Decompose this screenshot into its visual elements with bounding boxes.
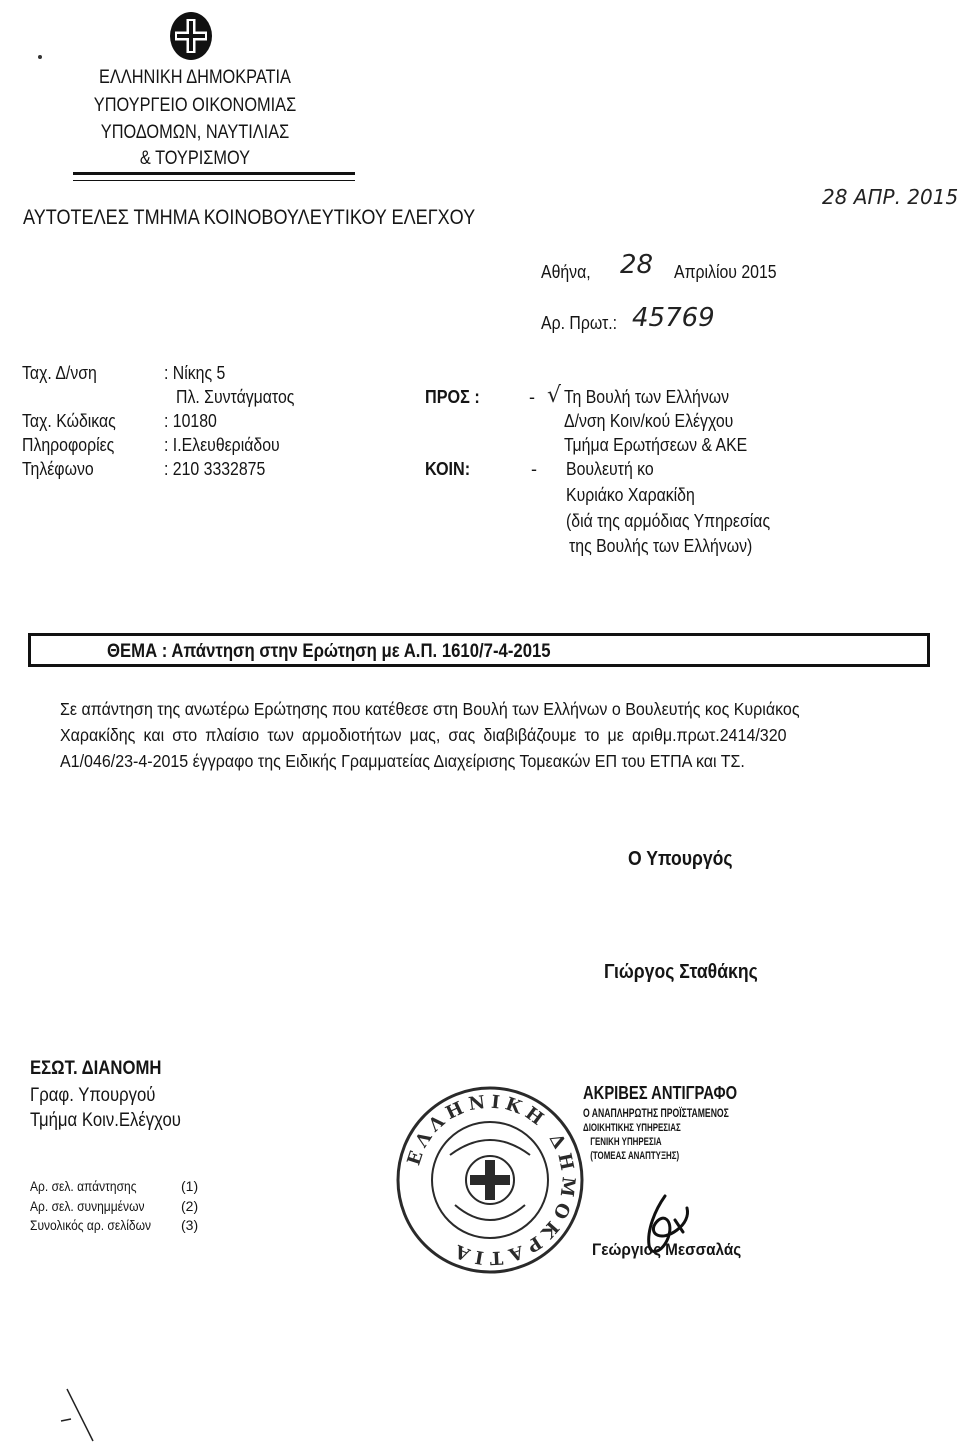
to-line-2: Δ/νση Κοιν/κού Ελέγχου — [564, 411, 734, 431]
subject-text: ΘΕΜΑ : Απάντηση στην Ερώτηση με Α.Π. 1610/7-4-2015 — [107, 641, 551, 662]
body-line-1: Σε απάντηση της ανωτέρω Ερώτησης που κατέθεσε στη Βουλή των Ελλήνων ο Βουλευτής κος Κυριάκος — [60, 699, 800, 719]
certified-copy-line-2: ΔΙΟΙΚΗΤΙΚΗΣ ΥΠΗΡΕΣΙΑΣ — [583, 1122, 681, 1134]
date-day-handwritten: 28 — [620, 250, 654, 280]
phone-value: : 210 3332875 — [164, 459, 266, 479]
signature-title: Ο Υπουργός — [628, 848, 733, 870]
scan-mark — [55, 1385, 105, 1445]
certified-copy-line-1: Ο ΑΝΑΠΛΗΡΩΤΗΣ ΠΡΟΪΣΤΑΜΕΝΟΣ — [583, 1106, 729, 1120]
distribution-item-2: Τμήμα Κοιν.Ελέγχου — [30, 1110, 181, 1131]
scan-dot — [38, 55, 42, 59]
body-paragraph — [60, 696, 918, 774]
certified-copy-heading: ΑΚΡΙΒΕΣ ΑΝΤΙΓΡΑΦΟ — [583, 1083, 738, 1103]
address-label: Ταχ. Δ/νση — [22, 363, 97, 383]
certified-copy-line-4: (ΤΟΜΕΑΣ ΑΝΑΠΤΥΞΗΣ) — [590, 1150, 680, 1162]
subject-box — [28, 633, 930, 667]
postcode-value: : 10180 — [164, 411, 217, 431]
phone-label: Τηλέφωνο — [22, 459, 94, 479]
received-checkmark: √ — [547, 383, 562, 408]
certified-copy-signer: Γεώργιος Μεσσαλάς — [592, 1240, 742, 1259]
received-date-stamp: 28 ΑΠΡ. 2015 — [822, 185, 959, 209]
date-month-year: Απριλίου 2015 — [674, 262, 777, 282]
to-dash: - — [529, 387, 535, 407]
ministry-line-3: & ΤΟΥΡΙΣΜΟΥ — [139, 148, 251, 169]
ministry-line-1: ΥΠΟΥΡΓΕΙΟ ΟΙΚΟΝΟΜΙΑΣ — [93, 95, 297, 116]
address-value-2: Πλ. Συντάγματος — [176, 387, 295, 407]
protocol-number-handwritten: 45769 — [632, 303, 715, 333]
cc-line-3: (διά της αρμόδιας Υπηρεσίας — [566, 511, 771, 531]
to-label: ΠΡΟΣ : — [425, 387, 480, 407]
page-count-label-1: Αρ. σελ. απάντησης — [30, 1178, 137, 1194]
body-line-3: Α1/046/23-4-2015 έγγραφο της Ειδικής Γραμματείας Διαχείρισης Τομεακών ΕΠ του ΕΤΠΑ και ΤΣ. — [60, 751, 745, 771]
protocol-label: Αρ. Πρωτ.: — [541, 313, 618, 333]
seal-ring-text: ΕΛΛΗΝΙΚΗ ΔΗΜΟΚΡΑΤΙΑ — [403, 1091, 579, 1269]
address-value: : Νίκης 5 — [164, 363, 226, 383]
header-rule-thick — [73, 172, 355, 175]
cc-label: ΚΟΙΝ: — [425, 459, 471, 479]
republic-heading: ΕΛΛΗΝΙΚΗ ΔΗΜΟΚΡΑΤΙΑ — [99, 67, 291, 88]
page-count-value-2: (2) — [181, 1198, 199, 1214]
page-count-value-3: (3) — [181, 1217, 199, 1233]
to-line-1: Τη Βουλή των Ελλήνων — [564, 387, 730, 407]
certified-copy-stamp — [583, 1083, 783, 1162]
info-value: : Ι.Ελευθεριάδου — [164, 435, 280, 455]
date-city: Αθήνα, — [541, 262, 591, 282]
certified-copy-line-3: ΓΕΝΙΚΗ ΥΠΗΡΕΣΙΑ — [590, 1136, 662, 1148]
distribution-item-1: Γραφ. Υπουργού — [30, 1085, 156, 1106]
body-line-2: Χαρακίδης και στο πλαίσιο των αρμοδιοτήτων μας, σας διαβιβάζουμε το με αριθμ.πρωτ.2414/320 — [60, 725, 787, 745]
official-seal — [395, 1085, 585, 1275]
cc-line-1: Βουλευτή κο — [566, 459, 654, 479]
coat-of-arms-logo — [168, 10, 214, 62]
cc-line-2: Κυριάκο Χαρακίδη — [566, 485, 695, 505]
postcode-label: Ταχ. Κώδικας — [22, 411, 116, 431]
header-rule-thin — [73, 180, 355, 181]
cc-line-4: της Βουλής των Ελλήνων) — [569, 536, 753, 556]
ministry-line-2: ΥΠΟΔΟΜΩΝ, ΝΑΥΤΙΛΙΑΣ — [100, 122, 290, 143]
info-label: Πληροφορίες — [22, 435, 115, 455]
to-line-3: Τμήμα Ερωτήσεων & ΑΚΕ — [564, 435, 748, 455]
cc-dash: - — [531, 459, 537, 479]
distribution-heading: ΕΣΩΤ. ΔΙΑΝΟΜΗ — [30, 1058, 162, 1079]
page-count-value-1: (1) — [181, 1178, 199, 1194]
department-heading: ΑΥΤΟΤΕΛΕΣ ΤΜΗΜΑ ΚΟΙΝΟΒΟΥΛΕΥΤΙΚΟΥ ΕΛΕΓΧΟΥ — [23, 206, 476, 229]
page-count-label-3: Συνολικός αρ. σελίδων — [30, 1217, 152, 1233]
signature-name: Γιώργος Σταθάκης — [604, 961, 758, 983]
page-count-label-2: Αρ. σελ. συνημμένων — [30, 1198, 145, 1214]
